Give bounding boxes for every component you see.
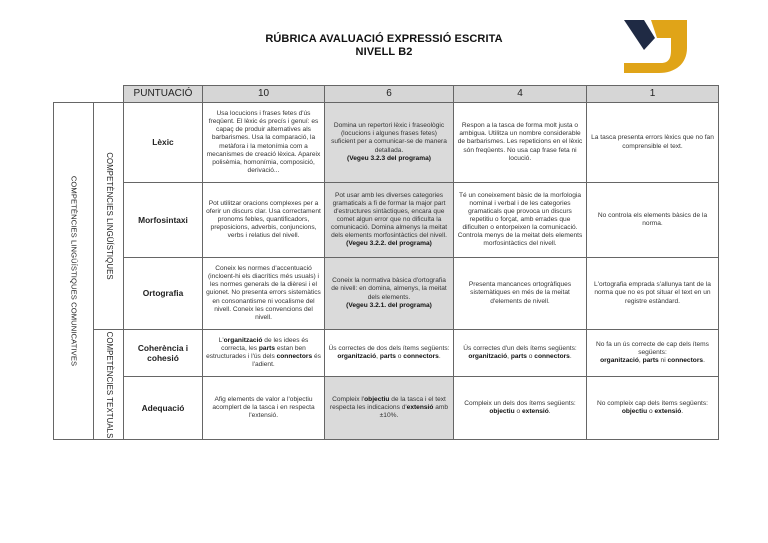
cell-lexic-1: La tasca presenta errors lèxics que no fan comprensible el text.: [587, 103, 719, 183]
rubric-table: [53, 85, 719, 440]
criterion-morfosintaxi: Morfosintaxi: [124, 183, 203, 258]
cell-adequacio-4: Compleix un dels dos ítems següents: objectiu o extensió.: [454, 377, 587, 440]
document-subtitle: NIVELL B2: [355, 46, 413, 58]
cell-morfosintaxi-10: Pot utilitzar oracions complexes per a oferir un discurs clar. Usa correctament pronoms febles, quantificadors, preposicions, adverbis, conjuncions, verbs i relatius del nivell.: [203, 183, 325, 258]
cell-morfosintaxi-4: Té un coneixement bàsic de la morfologia nominal i verbal i de les categories gramaticals que provoca un discurs repetitiu o forçat, amb errades que dificulten o entorpeixen la comunicació. Controla menys de la meitat dels elements morfosintàctics del nivell.: [454, 183, 587, 258]
subgroup-textual: [94, 330, 124, 440]
program-ref: (Vegeu 3.2.3 del programa): [347, 154, 431, 162]
criterion-coherencia: Coherència i cohesió: [124, 330, 203, 377]
cell-morfosintaxi-1: No controla els elements bàsics de la norma.: [587, 183, 719, 258]
score-header-row: [54, 86, 719, 103]
cell-lexic-6: [325, 103, 454, 183]
program-ref: (Vegeu 3.2.1. del programa): [346, 301, 432, 309]
subgroup-linguistic-text: COMPETÈNCIES LINGÜÍSTIQUES: [104, 152, 114, 280]
program-ref: (Vegeu 3.2.2. del programa): [346, 240, 432, 248]
table-row: [54, 330, 719, 377]
criterion-ortografia: Ortografia: [124, 258, 203, 330]
score-label: PUNTUACIÓ: [124, 86, 203, 103]
subgroup-textual-text: COMPETÈNCIES TEXTUALS: [104, 331, 114, 438]
header-blank: [94, 86, 124, 103]
cell-adequacio-1: No compleix cap dels ítems següents: objectiu o extensió.: [587, 377, 719, 440]
cell-coherencia-6: Ús correctes de dos dels ítems següents: organització, parts o connectors.: [325, 330, 454, 377]
cell-text: Domina un repertori lèxic i fraseològic (locucions i algunes frases fetes) suficient per a comunicar-se de manera detallada.: [331, 122, 447, 154]
main-group-label: [54, 103, 94, 440]
score-4: 4: [454, 86, 587, 103]
table-row: [54, 183, 719, 258]
cell-coherencia-4: Ús correctes d'un dels ítems següents: organització, parts o connectors.: [454, 330, 587, 377]
cell-text: Coneix la normativa bàsica d'ortografia de nivell: en domina, almenys, la meitat dels elements.: [331, 277, 447, 301]
logo-icon: [621, 18, 689, 74]
score-6: 6: [325, 86, 454, 103]
cell-adequacio-6: Compleix l'objectiu de la tasca i el text respecta les indicacions d'extensió amb ±10%.: [325, 377, 454, 440]
header-blank: [54, 86, 94, 103]
cell-ortografia-6: [325, 258, 454, 330]
criterion-lexic: Lèxic: [124, 103, 203, 183]
subgroup-linguistic: [94, 103, 124, 330]
document-title: RÚBRICA AVALUACIÓ EXPRESSIÓ ESCRITA: [265, 33, 503, 45]
table-row: [54, 103, 719, 183]
cell-lexic-10: Usa locucions i frases fetes d'ús freqüent. El lèxic és precís i genuí: es capaç de produir alternatives als barbarismes. Usa la comparació, la metàfora i la metonímia com a mecanismes de creació lèxica. Apareix polisèmia, homonímia, composició, derivació...: [203, 103, 325, 183]
cell-adequacio-10: Afig elements de valor a l'objectiu acomplert de la tasca i en respecta l'extensió.: [203, 377, 325, 440]
table-row: [54, 377, 719, 440]
criterion-adequacio: Adequació: [124, 377, 203, 440]
cell-ortografia-10: Coneix les normes d'accentuació (incloent-hi els diacrítics més usuals) i les normes generals de la dièresi i el guionet. No presenta errors sistemàtics en consonantisme ni vocalisme del nivell. Coneix les convencions del nivell.: [203, 258, 325, 330]
cell-ortografia-4: Presenta mancances ortogràfiques sistemàtiques en més de la meitat d'elements de nivell.: [454, 258, 587, 330]
cell-coherencia-10: L'organització de les idees és correcta, les parts estan ben estructurades i l'ús dels connectors és l'adient.: [203, 330, 325, 377]
main-group-text: COMPETÈNCIES LINGÜÍSTIQUES COMUNICATIVES: [69, 175, 79, 367]
cell-morfosintaxi-6: [325, 183, 454, 258]
cell-text: Pot usar amb les diverses categories gramaticals a fi de formar la major part d'estructures sintàctiques, encara que comet algun error que no dificulta la comunicació. Domina almenys la meitat dels elements morfosintàctics del nivell.: [330, 191, 448, 240]
cell-ortografia-1: L'ortografia emprada s'allunya tant de la norma que no es pot situar el text en un registre estàndard.: [587, 258, 719, 330]
cell-coherencia-1: No fa un ús correcte de cap dels ítems següents: organització, parts ni connectors.: [587, 330, 719, 377]
score-10: 10: [203, 86, 325, 103]
score-1: 1: [587, 86, 719, 103]
cell-lexic-4: Respon a la tasca de forma molt justa o ambigua. Utilitza un nombre considerable de barbarismes. Les repeticions en el lèxic són freqüents. No usa cap frase feta ni locució.: [454, 103, 587, 183]
table-row: [54, 258, 719, 330]
